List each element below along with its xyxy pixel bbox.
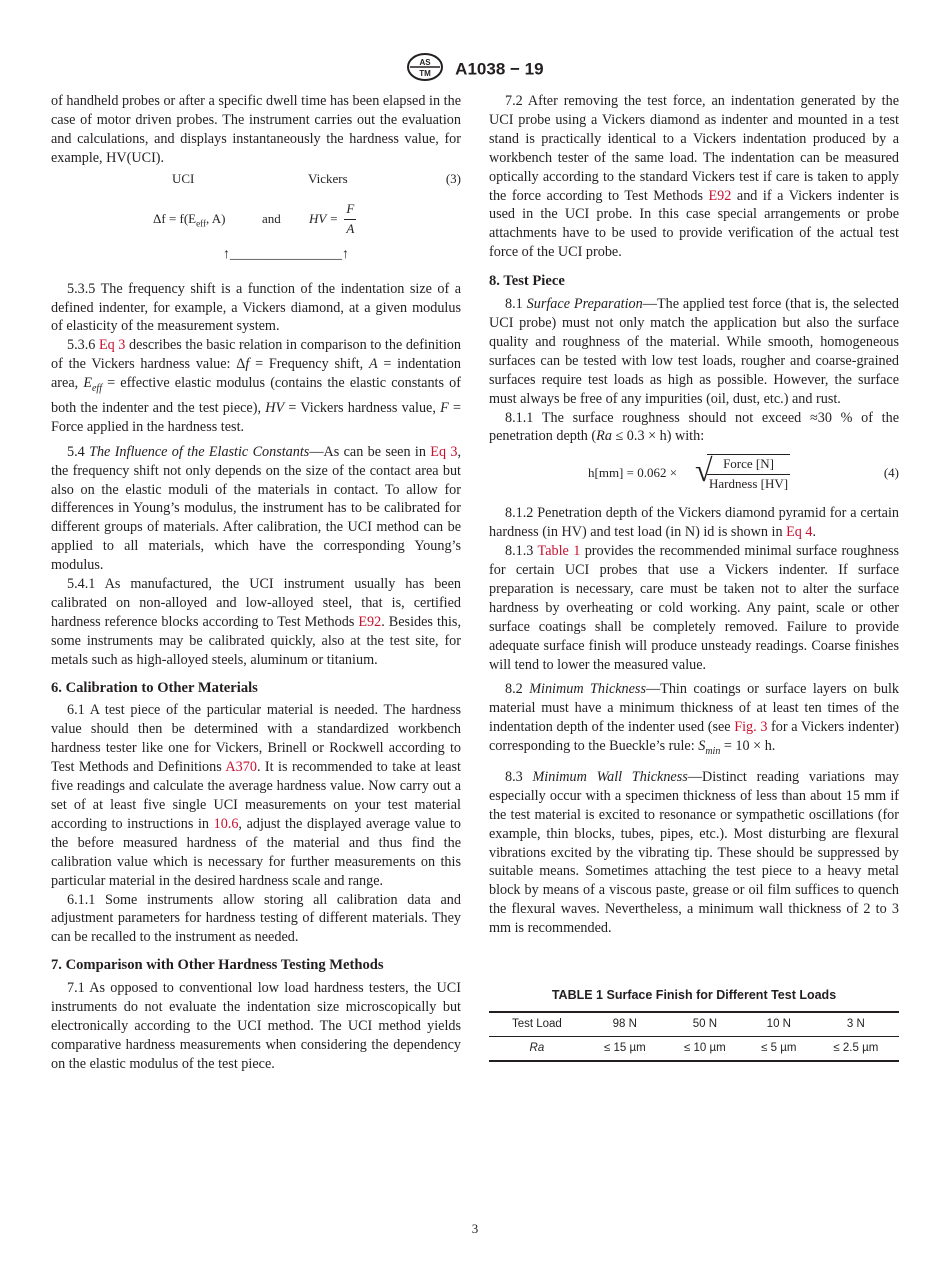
eq3-link[interactable]: Eq 3: [430, 443, 458, 460]
paragraph-8-1-1: 8.1.1 The surface roughness should not exceed ≈30 % of the penetration depth (Ra ≤ 0.3 × h) with:: [489, 409, 899, 445]
paragraph-7-1: 7.1 As opposed to conventional low load hardness testers, the UCI instruments do not evaluate the indentation size microscopically but electronically according to the UCI method. The UCI method yields comparative hardness measurements when considering the dependency on the elastic modulus of the test piece.: [51, 980, 461, 1072]
fig3-link[interactable]: Fig. 3: [734, 719, 768, 736]
left-column: [51, 92, 461, 1074]
section-6-heading: 6. Calibration to Other Materials: [51, 679, 258, 696]
eq3-hv-formula: HV = $\frac{F}{A}$: [309, 200, 355, 236]
eq4-number: (4): [883, 465, 899, 481]
e92-link[interactable]: E92: [708, 187, 732, 204]
paragraph-8-1-3: 8.1.3 Table 1 provides the recommended minimal surface roughness for certain UCI probes that use a Vickers indenter. If surface preparation is necessary, care must be taken not to alter the surface hardness by overheating or cold working. Any paint, scale or other surface coatings shall be completely removed. Failure to provide adequate surface finish will produce unsteady readings. Coarse finishes will tend to lower the measured value.: [489, 543, 899, 673]
paragraph-6-1-1: 6.1.1 Some instruments allow storing all calibration data and adjustment parameters for hardness testing of different materials. They can be recalled to the instrument as needed.: [51, 891, 461, 946]
table1-link[interactable]: Table 1: [537, 543, 581, 560]
astm-logo-icon: [406, 52, 444, 87]
table-cell: Ra: [529, 1041, 545, 1054]
radical-icon: √: [695, 452, 713, 489]
table-cell: ≤ 5 µm: [761, 1041, 797, 1054]
paragraph-5-3-5: 5.3.5 The frequency shift is a function of the indentation size of a defined indenter, for example, a Vickers diamond, at a given modulus of elasticity of the measurement system.: [51, 280, 461, 335]
e92-link[interactable]: E92: [358, 613, 382, 630]
table-header-cell: 3 N: [846, 1017, 865, 1030]
table-row: [489, 1036, 899, 1060]
paragraph-5-4-1: 5.4.1 As manufactured, the UCI instrument usually has been calibrated on non-alloyed and low-alloyed steel, that is, certified hardness reference blocks according to Test Methods E92. Besides this, some instruments may be calibrated quickly, also at the test site, for metals such as high-alloyed steels, aluminum or titanium.: [51, 576, 461, 668]
a370-link[interactable]: A370: [225, 759, 257, 776]
section-8-heading: 8. Test Piece: [489, 273, 565, 290]
table-cell: ≤ 10 µm: [684, 1041, 726, 1054]
paragraph-5-3-6: 5.3.6 Eq 3 describes the basic relation in comparison to the definition of the Vickers hardness value: Δf = Frequency shift, A = indentation area, $E_{eff}$ = effective elastic modulus (contains the elastic constants of both the indenter and the test piece), HV = Vickers hardness value, F = Force applied in the hardness test.: [51, 337, 461, 435]
page-number: 3: [471, 1221, 479, 1236]
equation-3: [51, 168, 461, 280]
table-cell: ≤ 2.5 µm: [833, 1041, 879, 1054]
table-header-cell: Test Load: [511, 1017, 562, 1030]
paragraph-8-1-2: 8.1.2 Penetration depth of the Vickers diamond pyramid for a certain hardness (in HV) and test load (in N) id is shown in Eq 4.: [489, 505, 899, 541]
eq3-number: (3): [445, 170, 461, 186]
paragraph-8-2: 8.2 Minimum Thickness—Thin coatings or surface layers on bulk material must have a minimum thickness of at least ten times of the indentation depth of the indenter used (see Fig. 3 for a Vickers indenter) corresponding to the Bueckle’s rule: $S_{min} = 10 \times h$.: [489, 681, 900, 758]
svg-text:AS: AS: [419, 58, 431, 67]
eq3-arrows: ↑________________↑: [223, 246, 349, 262]
equation-4: [489, 450, 899, 498]
paragraph-8-3: 8.3 Minimum Wall Thickness—Distinct reading variations may especially occur with a specimen thickness of less than about 15 mm if the test material is excited to resonance or sympathetic oscillations (for example, thin blocks, tubes, pipes, etc.). Most disturbing are flexural vibrations excited by the vibrating tip. These should be suppressed by suitable means. Sometimes attaching the test piece to a heavy metal block by means of a viscous paste, grease or oil film suffices to quench the flexural waves. Nevertheless, a minimum wall thickness of 2 to 3 mm is recommended.: [489, 768, 899, 937]
eq4-lhs: h[mm] = 0.062 ×: [588, 465, 678, 481]
document-number: A1038 − 19: [455, 59, 544, 79]
table-header-cell: 10 N: [766, 1017, 791, 1030]
paragraph-6-1: 6.1 A test piece of the particular material is needed. The hardness value should then be determined with a standardized workbench hardness tester like one for Vickers, Brinell or Rockwell according to Test Methods and Definitions A370. It is recommended to take at least five readings and calculate the average hardness value. Now carry out a set of at least five single UCI measurements on your test material according to instructions in 10.6, adjust the displayed average value to the before measured hardness of the material and thus find the calibration value which is necessary for further measurements on this particular material in the desired hardness scale and range.: [51, 702, 461, 889]
surface-finish-table: [489, 1011, 899, 1062]
paragraph-8-1: 8.1 Surface Preparation—The applied test force (that is, the selected UCI probe) must not only match the application but also the surface quality and roughness of the material. While smooth, homogeneous surfaces can be tested with low test loads, rougher and coarse-grained surfaces require test loads as high as possible. However, the surface must always be free of any impurities (oil, dust, etc.) and rust.: [489, 296, 900, 407]
eq3-and: and: [262, 210, 281, 226]
paragraph-7-2: 7.2 After removing the test force, an indentation generated by the UCI probe using a Vickers diamond as indenter and mounted in a test stand is practically identical to a Vickers indentation produced by a workbench tester of the same load. The indentation can be measured optically according to the standard Vickers test if care is taken to apply the force according to Test Methods E92 and if a Vickers indenter is used in the UCI probe. In this case special arrangements or probe attachments have to be used to provide verification of the actual test force of the UCI probe.: [489, 93, 899, 261]
eq4-fraction: $\frac{\text{Force [N]}}{\text{Hardness [HV]}}$: [707, 454, 790, 494]
paragraph-5-4: 5.4 The Influence of the Elastic Constants—As can be seen in Eq 3, the frequency shift not only depends on the size of the contact area but also on the elastic moduli of the materials in contact. To allow for differences in Young’s modulus, the instrument has to be calibrated for different groups of materials. After calibration, the UCI method can be applied to all materials, which have the corresponding Young’s modulus.: [51, 443, 462, 574]
paragraph-continued: of handheld probes or after a specific dwell time has been elapsed in the case of motor driven probes. The instrument carries out the evaluation and calculations, and displays instantaneously the hardness value, for example, HV(UCI).: [51, 93, 461, 166]
eq3-label-vickers: Vickers: [308, 170, 348, 186]
table-header-row: [489, 1012, 899, 1036]
eq3-label-uci: UCI: [172, 170, 195, 186]
table-header-cell: 50 N: [692, 1017, 718, 1030]
table-caption: TABLE 1 Surface Finish for Different Test Loads: [551, 988, 837, 1003]
section-7-heading: 7. Comparison with Other Hardness Testing Methods: [51, 957, 384, 974]
eq3-uci-formula: $\Delta f = f(E_{eff}$, A): [153, 210, 226, 229]
table-cell: ≤ 15 µm: [603, 1041, 646, 1054]
section-10-6-link[interactable]: 10.6: [213, 815, 239, 832]
svg-text:TM: TM: [419, 69, 432, 78]
eq3-link[interactable]: Eq 3: [98, 337, 126, 354]
right-column: [489, 92, 899, 1062]
eq4-link[interactable]: Eq 4: [786, 524, 813, 541]
page-header: [0, 52, 950, 87]
table-header-cell: 98 N: [612, 1017, 637, 1030]
